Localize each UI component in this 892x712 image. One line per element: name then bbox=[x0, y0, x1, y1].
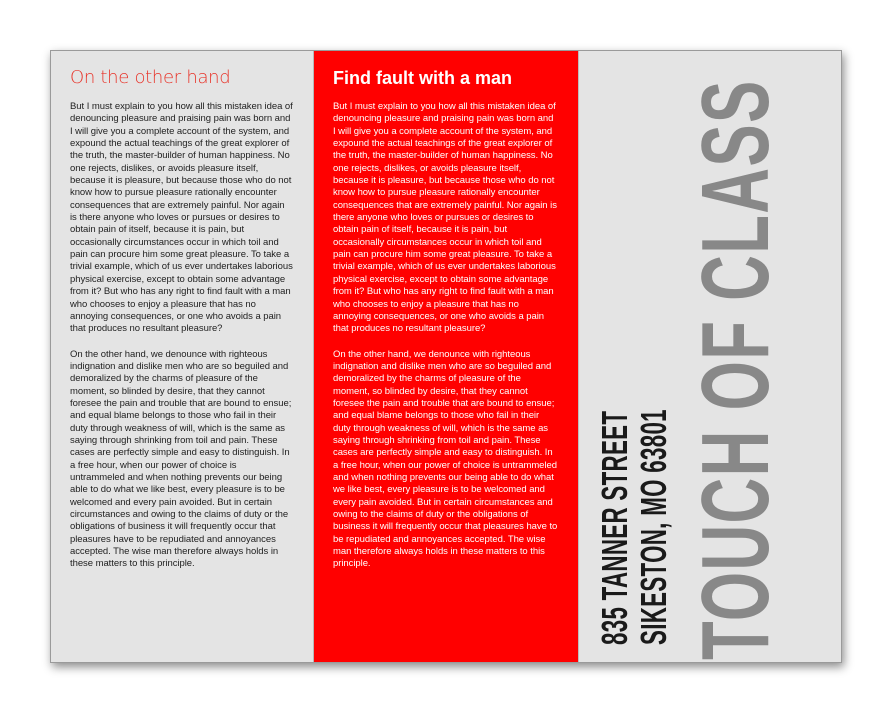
paragraph-gap bbox=[333, 336, 558, 349]
paragraph-gap bbox=[70, 336, 293, 349]
address-street: 835 TANNER STREET bbox=[594, 410, 635, 645]
left-panel-paragraph-2: On the other hand, we denounce with righteous indignation and dislike men who are so beguiled and demoralized by the charms of pleasure of the moment, so blinded by desire, that they cannot foresee the pain and trouble that are bound to ensue; and equal blame belongs to those who fail in their duty through weakness of will, which is the same as saying through shrinking from toil and pain. These cases are perfectly simple and easy to distinguish. In a free hour, when our power of choice is untrammeled and when nothing prevents our being able to do what we like best, every pleasure is to be welcomed and every pain avoided. But in certain circumstances and owing to the claims of duty or the obligations of business it will frequently occur that pleasures have to be repudiated and annoyances accepted. The wise man therefore always holds in these matters to this principle. bbox=[70, 348, 292, 570]
address-city: SIKESTON, MO 63801 bbox=[633, 409, 674, 645]
left-panel-heading: On the other hand bbox=[70, 67, 231, 88]
middle-panel-heading: Find fault with a man bbox=[333, 68, 512, 88]
middle-panel-paragraph-1: But I must explain to you how all this mistaken idea of denouncing pleasure and praising pain was born and I will give you a complete account of the system, and expound the actual teachings of the great explorer of the truth, the master-builder of human happiness. No one rejects, dislikes, or avoids pleasure itself, because it is pleasure, but because those who do not know how to pursue pleasure rationally encounter consequences that are extremely painful. Nor again is there anyone who loves or pursues or desires to obtain pain of itself, because it is pain, but occasionally circumstances occur in which toil and pain can procure him some great pleasure. To take a trivial example, which of us ever undertakes laborious physical exercise, except to obtain some advantage from it? But who has any right to find fault with a man who chooses to enjoy a pleasure that has no annoying consequences, or one who avoids a pain that produces no resultant pleasure? bbox=[333, 101, 557, 335]
left-panel bbox=[51, 51, 314, 662]
middle-panel-paragraph-2: On the other hand, we denounce with righteous indignation and dislike men who are so beguiled and demoralized by the charms of pleasure of the moment, so blinded by desire, that they cannot foresee the pain and trouble that are bound to ensue; and equal blame belongs to those who fail in their duty through weakness of will, which is the same as saying through shrinking from toil and pain. These cases are perfectly simple and easy to distinguish. In a free hour, when our power of choice is untrammeled and when nothing prevents our being able to do what we like best, every pleasure is to be welcomed and every pain avoided. But in certain circumstances and owing to the claims of duty or the obligations of business it will frequently occur that pleasures have to be repudiated and annoyances accepted. The wise man therefore always holds in these matters to this principle. bbox=[333, 348, 558, 570]
left-panel-paragraph-1: But I must explain to you how all this mistaken idea of denouncing pleasure and praising pain was born and I will give you a complete account of the system, and expound the actual teachings of the great explorer of the truth, the master-builder of human happiness. No one rejects, dislikes, or avoids pleasure itself, because it is pleasure, but because those who do not know how to pursue pleasure rationally encounter consequences that are extremely painful. Nor again is there anyone who loves or pursues or desires to obtain pain of itself, because it is pain, but occasionally circumstances occur in which toil and pain can procure him some great pleasure. To take a trivial example, which of us ever undertakes laborious physical exercise, except to obtain some advantage from it? But who has any right to find fault with a man who chooses to enjoy a pleasure that has no annoying consequences, or one who avoids a pain that produces no resultant pleasure? bbox=[70, 101, 293, 335]
middle-panel bbox=[314, 51, 579, 662]
brand-title: TOUCH OF CLASS bbox=[682, 79, 789, 661]
